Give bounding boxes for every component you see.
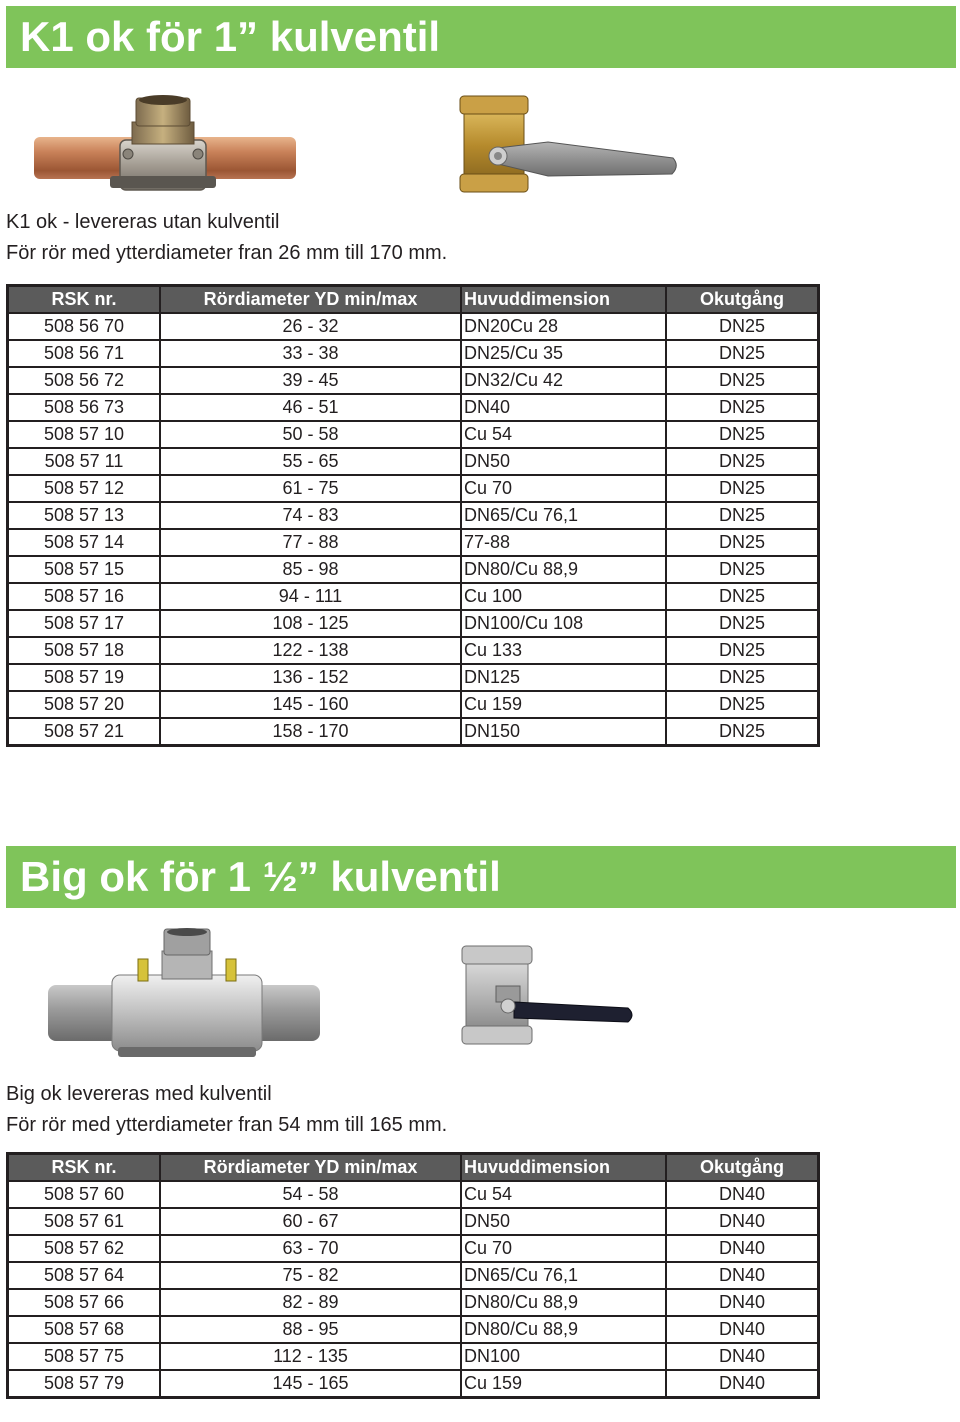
cell-diameter: 26 - 32 (160, 313, 461, 340)
cell-diameter: 136 - 152 (160, 664, 461, 691)
cell-outlet: DN40 (666, 1316, 819, 1343)
cell-rsk: 508 57 66 (8, 1289, 161, 1316)
cell-rsk: 508 56 71 (8, 340, 161, 367)
cell-dimension: DN50 (461, 1208, 666, 1235)
cell-outlet: DN25 (666, 340, 819, 367)
cell-outlet: DN25 (666, 637, 819, 664)
cell-dimension: DN80/Cu 88,9 (461, 1289, 666, 1316)
cell-diameter: 60 - 67 (160, 1208, 461, 1235)
table-row (8, 610, 819, 637)
cell-diameter: 94 - 111 (160, 583, 461, 610)
cell-outlet: DN40 (666, 1289, 819, 1316)
cell-dimension: Cu 100 (461, 583, 666, 610)
cell-diameter: 54 - 58 (160, 1181, 461, 1208)
cell-dimension: DN150 (461, 718, 666, 746)
table-row (8, 556, 819, 583)
cell-outlet: DN40 (666, 1181, 819, 1208)
cell-outlet: DN25 (666, 502, 819, 529)
cell-outlet: DN25 (666, 394, 819, 421)
cell-diameter: 50 - 58 (160, 421, 461, 448)
cell-rsk: 508 57 10 (8, 421, 161, 448)
cell-outlet: DN40 (666, 1235, 819, 1262)
intro-line: För rör med ytterdiameter fran 26 mm till 170 mm. (6, 242, 448, 264)
cell-dimension: Cu 159 (461, 691, 666, 718)
table-row (8, 1370, 819, 1398)
cell-dimension: DN32/Cu 42 (461, 367, 666, 394)
header-outlet: Okutgång (666, 286, 819, 314)
cell-rsk: 508 57 79 (8, 1370, 161, 1398)
table-row (8, 394, 819, 421)
table-row (8, 448, 819, 475)
cell-diameter: 63 - 70 (160, 1235, 461, 1262)
cell-dimension: DN25/Cu 35 (461, 340, 666, 367)
intro-line: Big ok levereras med kulventil (6, 1083, 272, 1105)
cell-diameter: 112 - 135 (160, 1343, 461, 1370)
cell-dimension: DN125 (461, 664, 666, 691)
cell-outlet: DN25 (666, 313, 819, 340)
table-header-row (8, 1154, 819, 1182)
table-row (8, 1262, 819, 1289)
nickel-ball-valve-image (458, 940, 638, 1050)
intro-line: För rör med ytterdiameter fran 54 mm till 165 mm. (6, 1114, 448, 1136)
cell-diameter: 74 - 83 (160, 502, 461, 529)
cell-rsk: 508 57 20 (8, 691, 161, 718)
cell-rsk: 508 56 72 (8, 367, 161, 394)
section-2-title: Big ok för 1 ½” kulventil (6, 846, 956, 908)
cell-dimension: Cu 54 (461, 1181, 666, 1208)
header-dimension: Huvuddimension (461, 286, 666, 314)
table-row (8, 718, 819, 746)
cell-diameter: 77 - 88 (160, 529, 461, 556)
k1-saddle-clamp-image (28, 92, 328, 197)
cell-dimension: Cu 133 (461, 637, 666, 664)
section-1-title: K1 ok för 1” kulventil (6, 6, 956, 68)
cell-outlet: DN25 (666, 475, 819, 502)
cell-rsk: 508 57 19 (8, 664, 161, 691)
brass-ball-valve-image (458, 92, 683, 197)
cell-outlet: DN25 (666, 718, 819, 746)
cell-rsk: 508 57 12 (8, 475, 161, 502)
cell-rsk: 508 57 60 (8, 1181, 161, 1208)
cell-diameter: 145 - 165 (160, 1370, 461, 1398)
cell-diameter: 46 - 51 (160, 394, 461, 421)
cell-dimension: DN50 (461, 448, 666, 475)
cell-outlet: DN25 (666, 610, 819, 637)
cell-outlet: DN40 (666, 1370, 819, 1398)
header-outlet: Okutgång (666, 1154, 819, 1182)
cell-outlet: DN25 (666, 556, 819, 583)
cell-rsk: 508 57 15 (8, 556, 161, 583)
cell-diameter: 82 - 89 (160, 1289, 461, 1316)
cell-diameter: 145 - 160 (160, 691, 461, 718)
cell-rsk: 508 57 14 (8, 529, 161, 556)
table-header-row (8, 286, 819, 314)
cell-diameter: 75 - 82 (160, 1262, 461, 1289)
cell-outlet: DN25 (666, 421, 819, 448)
section-1-intro (6, 207, 447, 269)
cell-rsk: 508 57 75 (8, 1343, 161, 1370)
cell-rsk: 508 57 16 (8, 583, 161, 610)
cell-dimension: DN20Cu 28 (461, 313, 666, 340)
table-row (8, 1181, 819, 1208)
cell-rsk: 508 56 73 (8, 394, 161, 421)
table-row (8, 529, 819, 556)
cell-dimension: DN65/Cu 76,1 (461, 1262, 666, 1289)
table-row (8, 502, 819, 529)
table-row (8, 583, 819, 610)
cell-dimension: DN100 (461, 1343, 666, 1370)
cell-outlet: DN25 (666, 691, 819, 718)
table-row (8, 637, 819, 664)
cell-diameter: 122 - 138 (160, 637, 461, 664)
cell-rsk: 508 57 62 (8, 1235, 161, 1262)
cell-rsk: 508 57 64 (8, 1262, 161, 1289)
table-row (8, 1316, 819, 1343)
cell-diameter: 39 - 45 (160, 367, 461, 394)
cell-diameter: 85 - 98 (160, 556, 461, 583)
cell-outlet: DN25 (666, 448, 819, 475)
cell-outlet: DN40 (666, 1343, 819, 1370)
big-ok-spec-table (6, 1152, 820, 1399)
cell-diameter: 33 - 38 (160, 340, 461, 367)
table-row (8, 313, 819, 340)
table-row (8, 475, 819, 502)
cell-dimension: Cu 70 (461, 475, 666, 502)
table-row (8, 1208, 819, 1235)
header-diameter: Rördiameter YD min/max (160, 286, 461, 314)
cell-rsk: 508 57 11 (8, 448, 161, 475)
table-row (8, 691, 819, 718)
cell-dimension: Cu 159 (461, 1370, 666, 1398)
cell-outlet: DN40 (666, 1262, 819, 1289)
cell-rsk: 508 57 61 (8, 1208, 161, 1235)
table-row (8, 1289, 819, 1316)
cell-rsk: 508 57 17 (8, 610, 161, 637)
table-row (8, 367, 819, 394)
cell-dimension: 77-88 (461, 529, 666, 556)
cell-dimension: Cu 54 (461, 421, 666, 448)
cell-outlet: DN40 (666, 1208, 819, 1235)
table-row (8, 1235, 819, 1262)
header-rsk: RSK nr. (8, 286, 161, 314)
big-ok-saddle-image (40, 925, 340, 1065)
cell-diameter: 61 - 75 (160, 475, 461, 502)
cell-dimension: DN80/Cu 88,9 (461, 1316, 666, 1343)
cell-dimension: DN40 (461, 394, 666, 421)
cell-rsk: 508 57 18 (8, 637, 161, 664)
header-rsk: RSK nr. (8, 1154, 161, 1182)
cell-rsk: 508 56 70 (8, 313, 161, 340)
table-row (8, 1343, 819, 1370)
k1-spec-table (6, 284, 820, 747)
cell-rsk: 508 57 68 (8, 1316, 161, 1343)
cell-diameter: 55 - 65 (160, 448, 461, 475)
cell-outlet: DN25 (666, 367, 819, 394)
cell-dimension: DN80/Cu 88,9 (461, 556, 666, 583)
header-diameter: Rördiameter YD min/max (160, 1154, 461, 1182)
cell-outlet: DN25 (666, 529, 819, 556)
cell-rsk: 508 57 13 (8, 502, 161, 529)
header-dimension: Huvuddimension (461, 1154, 666, 1182)
table-row (8, 664, 819, 691)
cell-dimension: DN65/Cu 76,1 (461, 502, 666, 529)
cell-dimension: Cu 70 (461, 1235, 666, 1262)
cell-diameter: 158 - 170 (160, 718, 461, 746)
cell-diameter: 108 - 125 (160, 610, 461, 637)
cell-rsk: 508 57 21 (8, 718, 161, 746)
table-row (8, 340, 819, 367)
intro-line: K1 ok - levereras utan kulventil (6, 211, 280, 233)
table-row (8, 421, 819, 448)
cell-outlet: DN25 (666, 583, 819, 610)
cell-outlet: DN25 (666, 664, 819, 691)
section-2-intro (6, 1079, 447, 1141)
cell-diameter: 88 - 95 (160, 1316, 461, 1343)
cell-dimension: DN100/Cu 108 (461, 610, 666, 637)
